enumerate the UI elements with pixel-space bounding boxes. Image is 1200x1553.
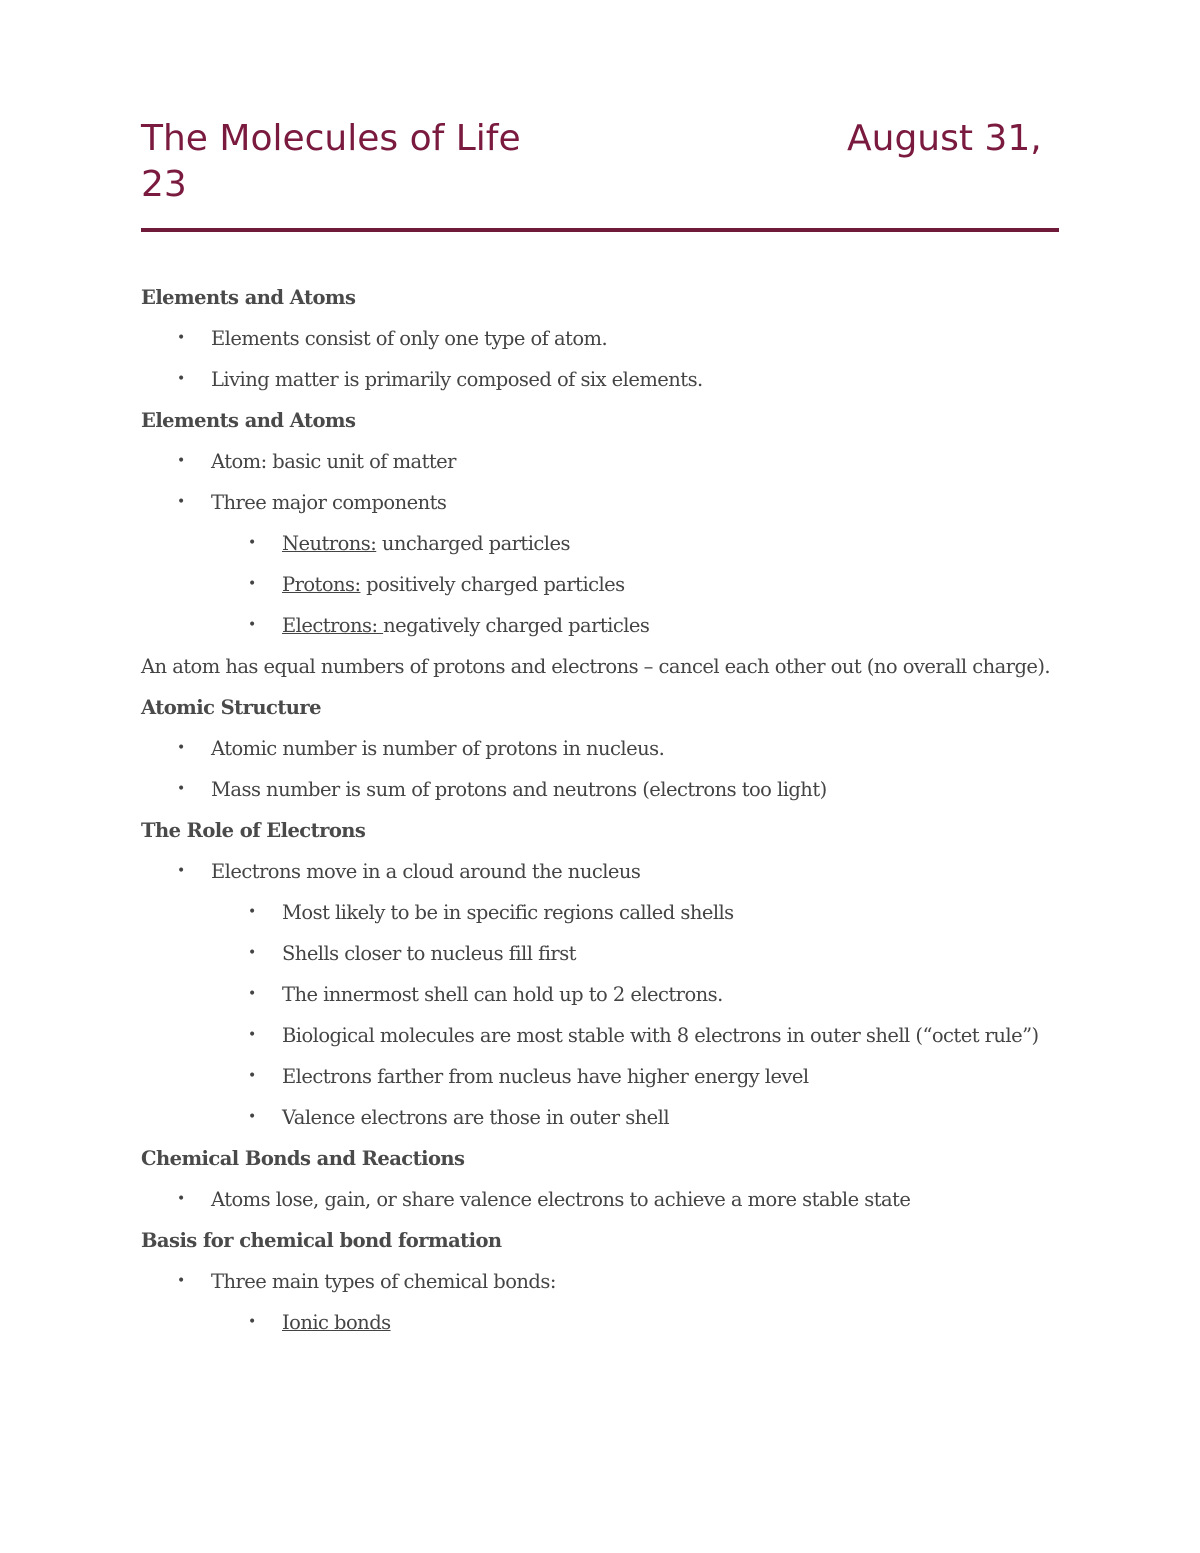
- bullet-icon: •: [177, 371, 185, 387]
- term-electrons: Electrons:: [282, 614, 384, 637]
- list-item: [141, 1261, 1071, 1302]
- bullet-icon: •: [248, 1068, 256, 1084]
- document-title: The Molecules of Life: [141, 118, 521, 159]
- bullet-icon: •: [177, 494, 185, 510]
- list-item: [141, 1179, 1071, 1220]
- sub-list-item: [141, 523, 1071, 564]
- list-item: [141, 441, 1071, 482]
- sub-list-item-text: Valence electrons are those in outer shell: [282, 1106, 670, 1129]
- sub-list-item-text: The innermost shell can hold up to 2 electrons.: [282, 983, 723, 1006]
- section-heading: Elements and Atoms: [141, 286, 356, 309]
- bullet-icon: •: [177, 740, 185, 756]
- bullet-icon: •: [177, 781, 185, 797]
- list-item: [141, 359, 1071, 400]
- section-heading: The Role of Electrons: [141, 819, 366, 842]
- section-heading: Atomic Structure: [141, 696, 321, 719]
- sub-list-item-text: Electrons farther from nucleus have higher energy level: [282, 1065, 809, 1088]
- list-item-text: Three main types of chemical bonds:: [211, 1270, 556, 1293]
- section-heading: Chemical Bonds and Reactions: [141, 1147, 465, 1170]
- body-paragraph: An atom has equal numbers of protons and electrons – cancel each other out (no overall charge).: [141, 655, 1051, 678]
- bullet-icon: •: [248, 986, 256, 1002]
- list-item-text: Atoms lose, gain, or share valence electrons to achieve a more stable state: [211, 1188, 911, 1211]
- list-item-text: Atomic number is number of protons in nucleus.: [211, 737, 665, 760]
- list-item: [141, 318, 1071, 359]
- list-item: [141, 769, 1071, 810]
- list-item: [141, 482, 1071, 523]
- bullet-icon: •: [248, 1109, 256, 1125]
- sub-list-item-text: Most likely to be in specific regions called shells: [282, 901, 734, 924]
- sub-list-item: [141, 1056, 1071, 1097]
- section-heading: Basis for chemical bond formation: [141, 1229, 502, 1252]
- bullet-icon: •: [248, 535, 256, 551]
- bullet-icon: •: [177, 1191, 185, 1207]
- section-heading: Elements and Atoms: [141, 409, 356, 432]
- list-item-text: Three major components: [211, 491, 447, 514]
- document-page: [141, 112, 1059, 1334]
- sub-list-item-text: Biological molecules are most stable with 8 electrons in outer shell (“octet rule”): [282, 1024, 1039, 1047]
- title-divider: [141, 228, 1059, 232]
- document-date: August 31,: [847, 118, 1042, 159]
- list-item-text: Electrons move in a cloud around the nucleus: [211, 860, 641, 883]
- list-item: [141, 851, 1071, 892]
- bullet-icon: •: [177, 863, 185, 879]
- term-protons: Protons:: [282, 573, 361, 596]
- term-description: negatively charged particles: [383, 614, 650, 637]
- sub-list-item-text: [282, 605, 649, 646]
- sub-list-item: [141, 605, 1071, 646]
- document-year: 23: [141, 164, 187, 205]
- title-block: [141, 112, 1059, 204]
- sub-list-item-text: [282, 523, 570, 564]
- list-item-text: Mass number is sum of protons and neutrons (electrons too light): [211, 778, 827, 801]
- sub-list-item-text: [282, 564, 625, 605]
- term-description: uncharged particles: [376, 532, 570, 555]
- sub-list-item: [141, 1302, 1071, 1343]
- bullet-icon: •: [177, 330, 185, 346]
- sub-list-item: [141, 892, 1071, 933]
- list-item-text: Elements consist of only one type of atom.: [211, 327, 608, 350]
- notes-content: [141, 277, 1071, 1343]
- bullet-icon: •: [177, 1273, 185, 1289]
- list-item-text: Atom: basic unit of matter: [211, 450, 456, 473]
- bullet-icon: •: [248, 617, 256, 633]
- sub-list-item: [141, 564, 1071, 605]
- bullet-icon: •: [177, 453, 185, 469]
- bullet-icon: •: [248, 1314, 256, 1330]
- list-item-text: Living matter is primarily composed of six elements.: [211, 368, 703, 391]
- sub-list-item: [141, 1015, 1071, 1056]
- term-description: positively charged particles: [360, 573, 625, 596]
- list-item: [141, 728, 1071, 769]
- term-ionic-bonds: Ionic bonds: [282, 1311, 391, 1334]
- term-neutrons: Neutrons:: [282, 532, 377, 555]
- sub-list-item: [141, 933, 1071, 974]
- bullet-icon: •: [248, 576, 256, 592]
- sub-list-item-text: Shells closer to nucleus fill first: [282, 942, 576, 965]
- bullet-icon: •: [248, 945, 256, 961]
- bullet-icon: •: [248, 904, 256, 920]
- sub-list-item: [141, 1097, 1071, 1138]
- sub-list-item: [141, 974, 1071, 1015]
- bullet-icon: •: [248, 1027, 256, 1043]
